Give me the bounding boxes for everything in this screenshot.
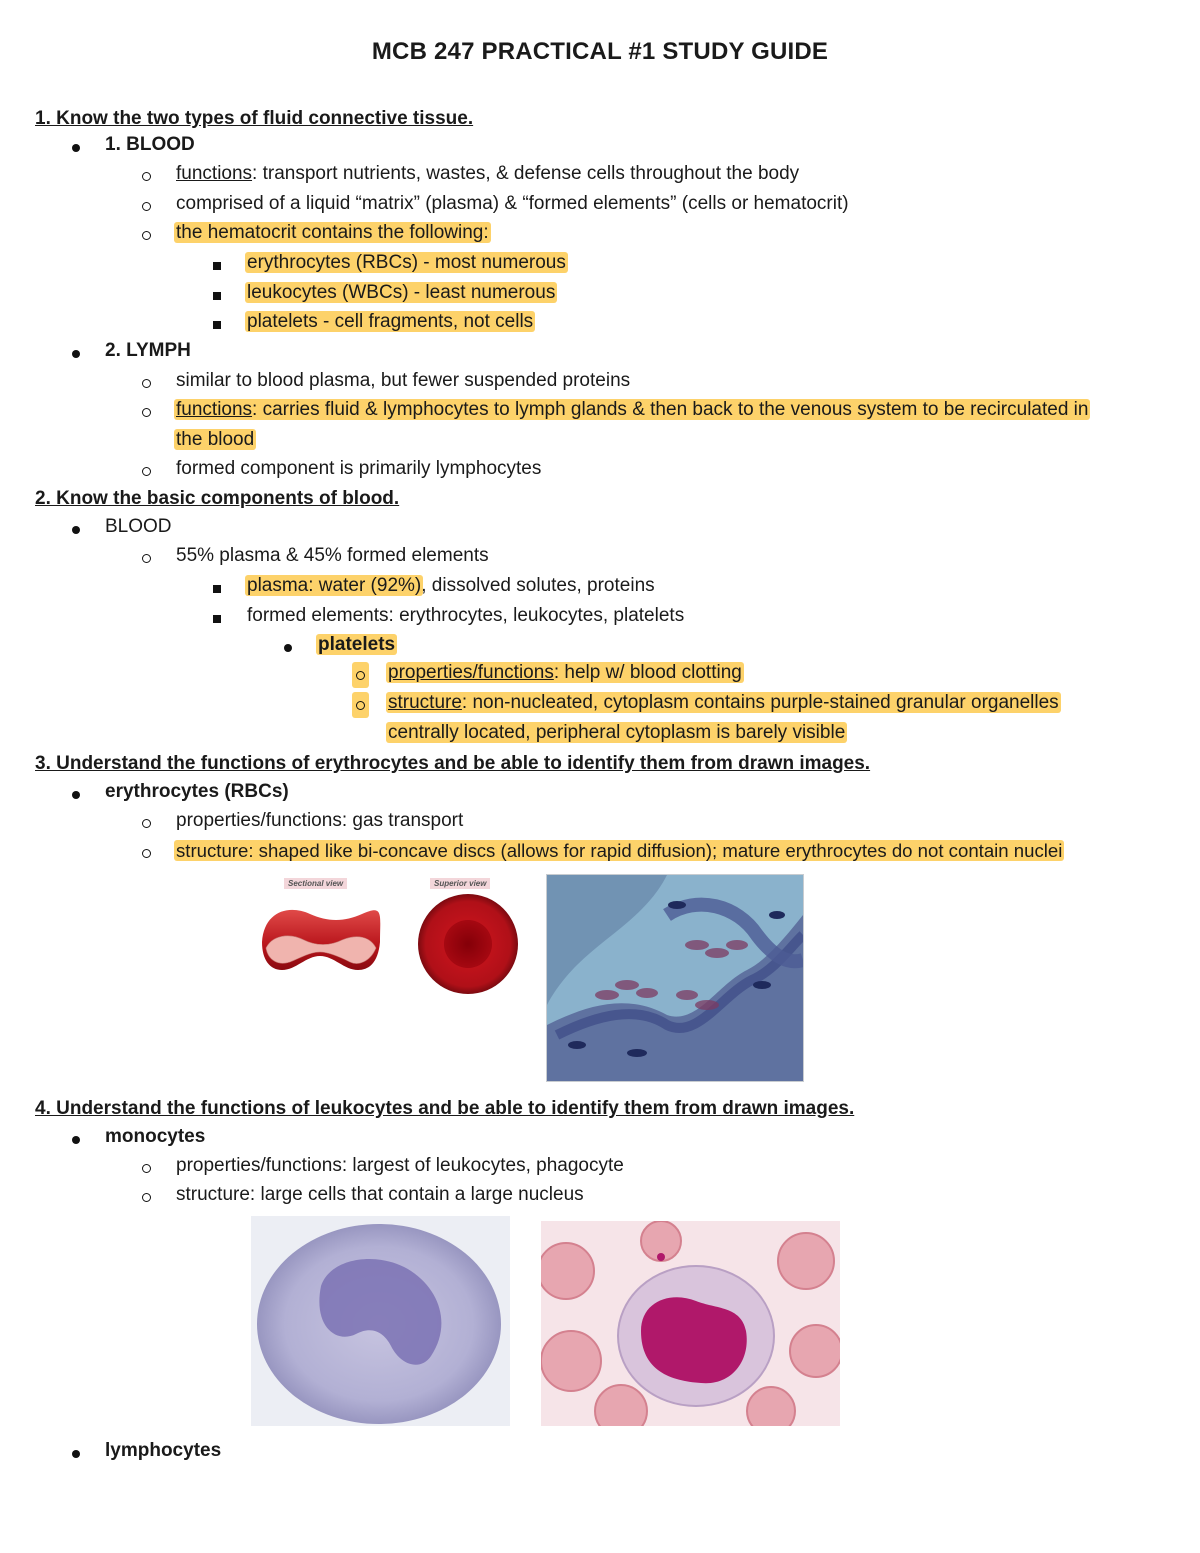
bullet bbox=[142, 370, 151, 396]
monocyte-drawing bbox=[251, 1216, 510, 1426]
platelet-properties bbox=[388, 660, 742, 686]
plasma-percent: 55% plasma & 45% formed elements bbox=[176, 545, 489, 566]
bullet bbox=[213, 252, 221, 278]
erythrocytes-line bbox=[247, 250, 566, 276]
blood-label: BLOOD bbox=[105, 516, 172, 537]
platelet-structure-cont bbox=[388, 720, 845, 746]
highlight: the blood bbox=[176, 429, 255, 450]
lymph-similar: similar to blood plasma, but fewer suspended proteins bbox=[176, 370, 631, 391]
highlight: platelets - cell fragments, not cells bbox=[247, 311, 534, 332]
bullet bbox=[72, 1440, 80, 1466]
bullet bbox=[142, 399, 151, 425]
bullet bbox=[213, 605, 221, 631]
monocyte-properties: properties/functions: largest of leukocytes, phagocyte bbox=[176, 1155, 624, 1176]
erythrocyte-properties: properties/functions: gas transport bbox=[176, 810, 464, 831]
rbc-illustration bbox=[258, 872, 540, 1074]
micrograph-illustration bbox=[547, 875, 803, 1081]
functions-label: functions bbox=[176, 163, 253, 184]
highlight: plasma: water (92%) bbox=[247, 575, 422, 596]
blood-comprised: comprised of a liquid “matrix” (plasma) & “formed elements” (cells or hematocrit) bbox=[176, 193, 849, 214]
lymph-functions-cont bbox=[176, 427, 254, 453]
highlight: platelets bbox=[318, 634, 396, 655]
monocytes-heading: monocytes bbox=[105, 1126, 206, 1147]
section-4-heading: 4. Understand the functions of leukocytes and be able to identify them from drawn images. bbox=[35, 1098, 855, 1119]
properties-label: properties/functions bbox=[388, 662, 554, 683]
blood-item: 1. BLOOD bbox=[105, 134, 195, 155]
page-title: MCB 247 PRACTICAL #1 STUDY GUIDE bbox=[371, 38, 829, 65]
bullet bbox=[142, 840, 151, 866]
bullet bbox=[142, 1155, 151, 1181]
monocyte-illustration bbox=[251, 1216, 510, 1426]
highlight: leukocytes (WBCs) - least numerous bbox=[247, 282, 556, 303]
bullet bbox=[142, 163, 151, 189]
bullet bbox=[72, 340, 80, 366]
lymph-functions bbox=[176, 397, 1088, 423]
monocyte-micrograph bbox=[541, 1221, 840, 1426]
bullet bbox=[142, 545, 151, 571]
sectional-view-label: Sectional view bbox=[284, 878, 347, 889]
erythrocyte-micrograph bbox=[546, 874, 804, 1082]
rbc-superior-view bbox=[418, 894, 518, 994]
bullet bbox=[72, 134, 80, 160]
lymphocytes-heading: lymphocytes bbox=[105, 1440, 222, 1461]
monocyte-structure: structure: large cells that contain a large nucleus bbox=[176, 1184, 584, 1205]
highlight bbox=[386, 692, 1061, 713]
structure-text: : non-nucleated, cytoplasm contains purple-stained granular organelles bbox=[461, 692, 1059, 713]
bullet bbox=[284, 634, 292, 660]
leukocytes-line bbox=[247, 280, 555, 306]
bullet bbox=[142, 810, 151, 836]
bullet bbox=[352, 692, 369, 718]
properties-text: : help w/ blood clotting bbox=[553, 662, 742, 683]
platelets-line bbox=[247, 309, 533, 335]
lymph-formed: formed component is primarily lymphocytes bbox=[176, 458, 542, 479]
section-3-heading: 3. Understand the functions of erythrocytes and be able to identify them from drawn images. bbox=[35, 753, 871, 774]
bullet bbox=[142, 458, 151, 484]
highlight: structure: shaped like bi-concave discs (allows for rapid diffusion); mature erythrocytes do not contain nuclei bbox=[176, 840, 1063, 861]
blood-functions bbox=[176, 161, 799, 187]
highlight: the hematocrit contains the following: bbox=[176, 222, 489, 243]
highlight: erythrocytes (RBCs) - most numerous bbox=[247, 252, 566, 273]
bullet bbox=[142, 193, 151, 219]
plasma-rest: , dissolved solutes, proteins bbox=[421, 575, 655, 596]
bullet bbox=[352, 662, 369, 688]
erythrocytes-heading: erythrocytes (RBCs) bbox=[105, 781, 289, 802]
platelet-structure bbox=[388, 690, 1059, 716]
functions-label: functions bbox=[176, 399, 253, 420]
bullet bbox=[142, 1184, 151, 1210]
highlight: centrally located, peripheral cytoplasm is barely visible bbox=[388, 722, 846, 743]
monocyte-micrograph-illustration bbox=[541, 1221, 840, 1426]
highlight bbox=[386, 662, 744, 683]
bullet bbox=[213, 282, 221, 308]
functions-text: : transport nutrients, wastes, & defense cells throughout the body bbox=[252, 163, 800, 184]
bullet bbox=[72, 516, 80, 542]
section-1-heading: 1. Know the two types of fluid connective tissue. bbox=[35, 108, 474, 129]
formed-elements: formed elements: erythrocytes, leukocytes, platelets bbox=[247, 605, 685, 626]
bullet bbox=[213, 311, 221, 337]
structure-label: structure bbox=[388, 692, 462, 713]
plasma-line bbox=[247, 573, 655, 599]
hematocrit-line bbox=[176, 220, 489, 246]
lymph-item: 2. LYMPH bbox=[105, 340, 191, 361]
section-2-heading: 2. Know the basic components of blood. bbox=[35, 488, 400, 509]
functions-text: : carries fluid & lymphocytes to lymph glands & then back to the venous system to be recirculated in bbox=[252, 399, 1089, 420]
rbc-diagram bbox=[258, 872, 540, 1074]
highlight bbox=[174, 399, 1090, 420]
superior-view-label: Superior view bbox=[430, 878, 490, 889]
bullet bbox=[142, 222, 151, 248]
erythrocyte-structure bbox=[176, 838, 1062, 864]
bullet bbox=[72, 1126, 80, 1152]
bullet bbox=[213, 575, 221, 601]
platelets-heading bbox=[318, 632, 395, 658]
bullet bbox=[72, 781, 80, 807]
